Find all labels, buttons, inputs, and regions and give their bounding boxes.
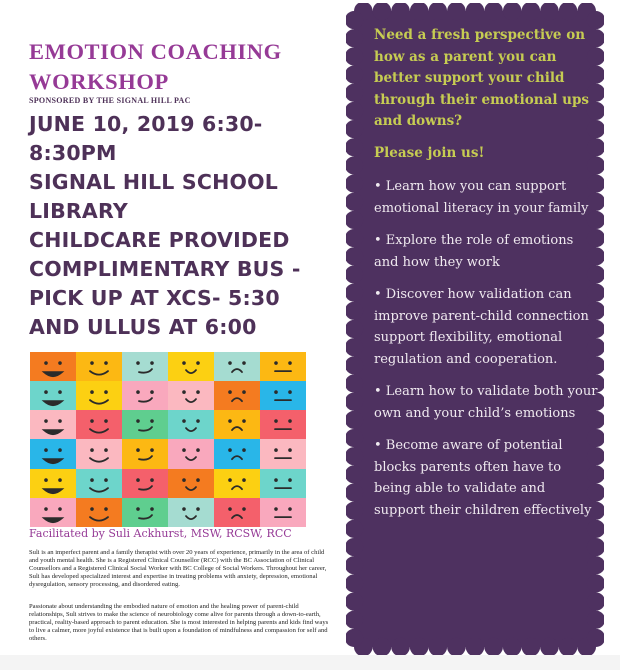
emoji-face-icon bbox=[168, 439, 214, 468]
event-date-line-1: JUNE 10, 2019 6:30- bbox=[29, 112, 263, 136]
emoji-face-icon bbox=[168, 381, 214, 410]
emoji-face-icon bbox=[76, 498, 122, 527]
bus-note-line-2: PICK UP AT XCS- 5:30 bbox=[29, 286, 280, 310]
emoji-face-icon bbox=[122, 381, 168, 410]
sponsor-line: SPONSORED BY THE SIGNAL HILL PAC bbox=[29, 96, 191, 105]
benefit-item: • Learn how to validate both your own and your child’s emotions bbox=[374, 384, 598, 421]
emoji-face-icon bbox=[260, 469, 306, 498]
emoji-face-icon bbox=[168, 352, 214, 381]
emoji-face-icon bbox=[30, 498, 76, 527]
event-location-line-2: LIBRARY bbox=[29, 199, 128, 223]
emoji-face-icon bbox=[30, 352, 76, 381]
join-invitation: Please join us! bbox=[374, 144, 485, 161]
emoji-face-icon bbox=[30, 381, 76, 410]
event-date-line-2: 8:30PM bbox=[29, 141, 117, 165]
emoji-face-icon bbox=[260, 410, 306, 439]
emoji-face-icon bbox=[214, 498, 260, 527]
facilitator-credit: Facilitated by Suli Ackhurst, MSW, RCSW, RCC bbox=[29, 527, 292, 540]
title-line-2: WORKSHOP bbox=[29, 69, 169, 94]
info-panel bbox=[346, 3, 604, 655]
emoji-face-icon bbox=[214, 469, 260, 498]
event-details bbox=[29, 110, 339, 342]
info-panel-content bbox=[374, 25, 598, 532]
emoji-face-icon bbox=[122, 469, 168, 498]
emoji-face-icon bbox=[76, 352, 122, 381]
bio-paragraph-2: Passionate about understanding the embodied nature of emotion and the healing power of parent-child relationships, Suli strives to make the science of neurobiology come alive for parents through a down-to-earth, practical, reality-based approach to parent education. She is most interested in helping parents and kids find ways to live a calmer, more joyful existence that is built upon a foundation of mindfulness and compassion for self and others. bbox=[29, 603, 329, 643]
emoji-face-icon bbox=[168, 498, 214, 527]
title-line-1: EMOTION COACHING bbox=[29, 39, 282, 64]
emoji-face-icon bbox=[76, 381, 122, 410]
benefit-item: • Explore the role of emotions and how they work bbox=[374, 233, 574, 270]
bio-paragraph-1: Suli is an imperfect parent and a family therapist with over 20 years of experience, primarily in the area of child and youth mental health. She is a Registered Clinical Counsellor (RCC) with the BC Association of Clinical Counsellors and a Registered Clinical Social Worker with BC College of Social Workers. Throughout her career, Suli has developed specialized interest and expertise in treating problems with anxiety, depression, emotional dysregulation, sensory processing, and disordered eating. bbox=[29, 549, 327, 589]
bus-note-line-3: AND ULLUS AT 6:00 bbox=[29, 315, 257, 339]
benefit-item: • Learn how you can support emotional literacy in your family bbox=[374, 179, 589, 216]
emoji-face-icon bbox=[30, 439, 76, 468]
bus-note-line-1: COMPLIMENTARY BUS - bbox=[29, 257, 301, 281]
emoji-face-icon bbox=[122, 498, 168, 527]
emoji-faces-image bbox=[30, 352, 306, 527]
emoji-face-icon bbox=[76, 410, 122, 439]
emoji-face-icon bbox=[122, 352, 168, 381]
emoji-face-icon bbox=[214, 410, 260, 439]
emoji-face-icon bbox=[260, 352, 306, 381]
emoji-face-icon bbox=[214, 352, 260, 381]
emoji-face-icon bbox=[260, 381, 306, 410]
emoji-face-icon bbox=[30, 410, 76, 439]
page-footer-strip bbox=[0, 655, 620, 670]
emoji-face-icon bbox=[168, 469, 214, 498]
emoji-face-icon bbox=[122, 439, 168, 468]
emoji-face-icon bbox=[122, 410, 168, 439]
emoji-face-icon bbox=[214, 439, 260, 468]
benefit-item: • Become aware of potential blocks parents often have to being able to validate and support their children effectively bbox=[374, 438, 592, 518]
emoji-face-icon bbox=[76, 439, 122, 468]
panel-headline: Need a fresh perspective on how as a parent you can better support your child through their emotional ups and downs? bbox=[374, 27, 590, 129]
emoji-face-icon bbox=[260, 439, 306, 468]
event-location-line-1: SIGNAL HILL SCHOOL bbox=[29, 170, 278, 194]
childcare-note: CHILDCARE PROVIDED bbox=[29, 228, 290, 252]
emoji-face-icon bbox=[214, 381, 260, 410]
benefit-item: • Discover how validation can improve parent-child connection support flexibility, emotional regulation and cooperation. bbox=[374, 287, 589, 367]
emoji-face-icon bbox=[76, 469, 122, 498]
emoji-face-icon bbox=[260, 498, 306, 527]
emoji-face-icon bbox=[30, 469, 76, 498]
workshop-title bbox=[29, 37, 339, 97]
emoji-face-icon bbox=[168, 410, 214, 439]
benefits-list bbox=[374, 176, 598, 521]
